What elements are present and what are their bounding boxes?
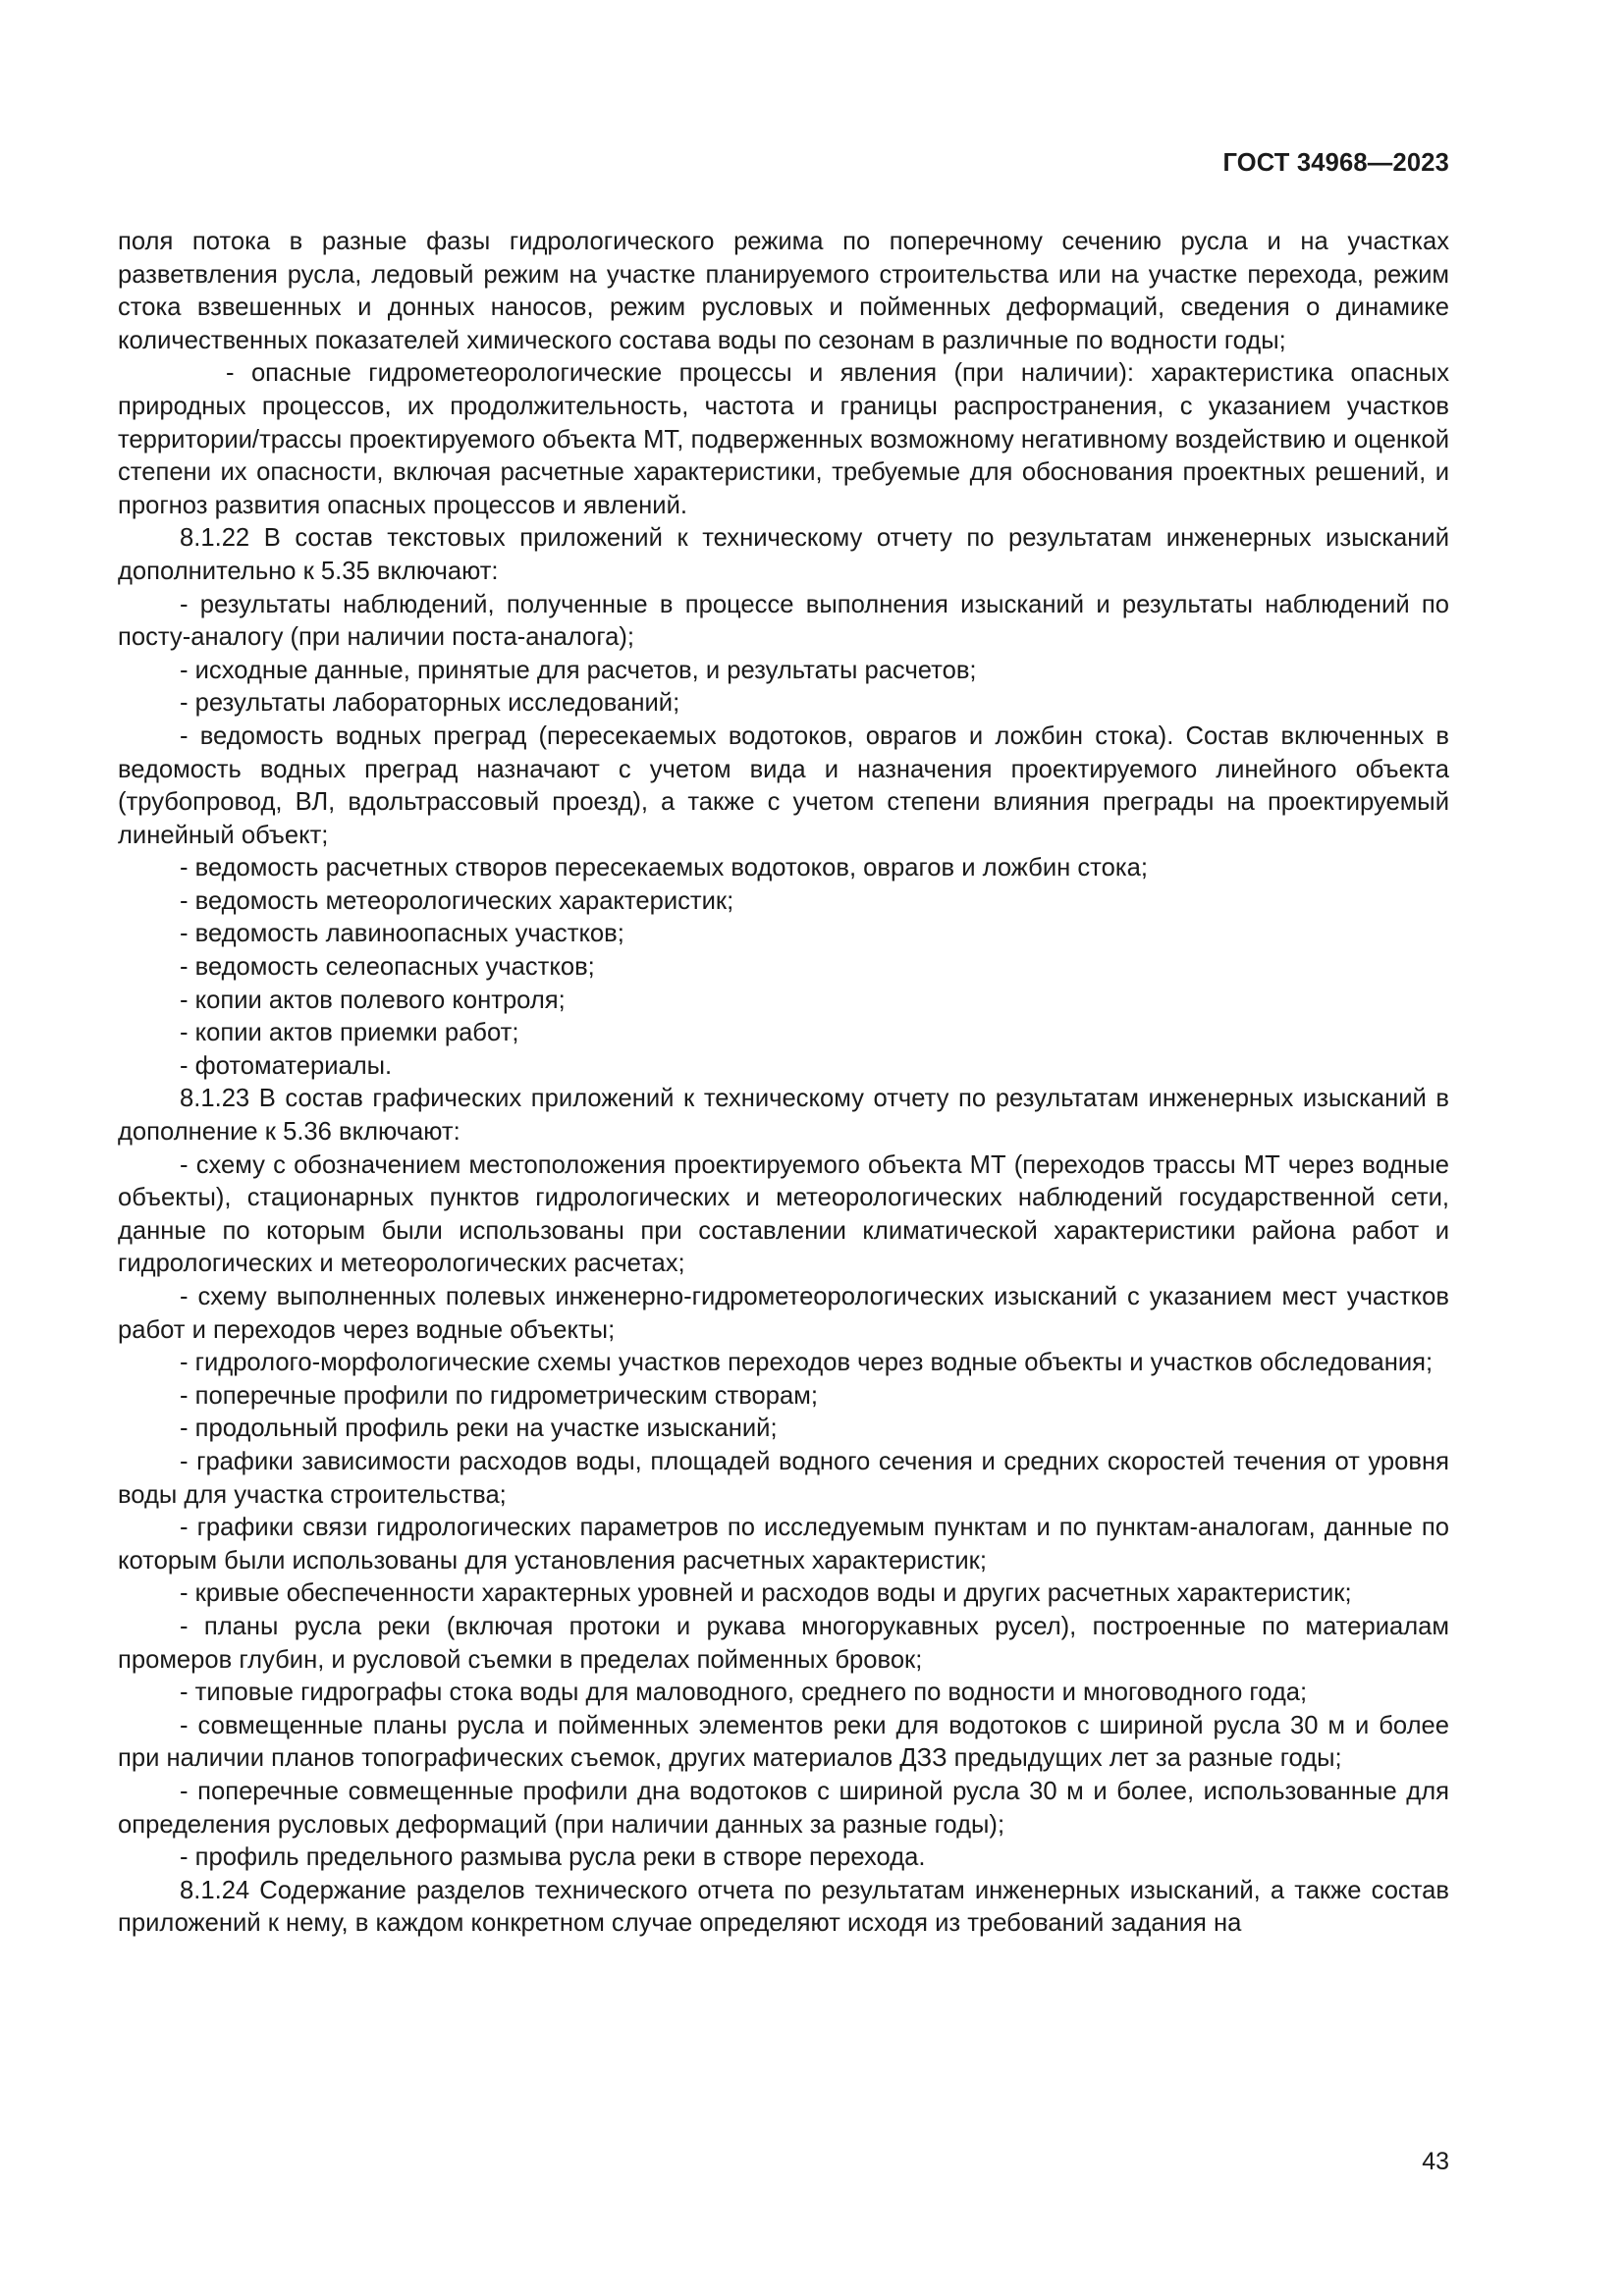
list-item: - результаты наблюдений, полученные в процессе выполнения изысканий и результаты наблюдений по посту-аналогу (при наличии поста-аналога); bbox=[118, 590, 1449, 652]
clause-8-1-22: 8.1.22 В состав текстовых приложений к техническому отчету по результатам инженерных изысканий дополнительно к 5.35 включают: bbox=[118, 524, 1449, 585]
document-header: ГОСТ 34968—2023 bbox=[1222, 149, 1449, 177]
list-item: - типовые гидрографы стока воды для маловодного, среднего по водности и многоводного года; bbox=[180, 1679, 1308, 1707]
list-item: - поперечные профили по гидрометрическим створам; bbox=[180, 1381, 818, 1410]
list-item: - фотоматериалы. bbox=[180, 1051, 393, 1080]
list-item: - профиль предельного размыва русла реки в створе перехода. bbox=[180, 1843, 926, 1872]
list-item: - схему с обозначением местоположения проектируемого объекта МТ (переходов трассы МТ через водные объекты), стационарных пунктов гидрологических и метеорологических наблюдений государственной сети, данные по которым были использованы при составлении климатической характеристики района работ и гидрологических и метеорологических расчетах; bbox=[118, 1150, 1449, 1278]
list-item: - копии актов полевого контроля; bbox=[180, 986, 566, 1014]
list-item: - копии актов приемки работ; bbox=[180, 1019, 519, 1047]
list-item: - продольный профиль реки на участке изысканий; bbox=[180, 1415, 778, 1443]
list-item: - ведомость метеорологических характеристик; bbox=[180, 886, 734, 915]
list-item: - поперечные совмещенные профили дна водотоков с шириной русла 30 м и более, использованные для определения русловых деформаций (при наличии данных за разные годы); bbox=[118, 1777, 1449, 1839]
list-item: - ведомость лавиноопасных участков; bbox=[180, 920, 624, 948]
list-item: - графики связи гидрологических параметров по исследуемым пунктам и по пунктам-аналогам, данные по которым были использованы для установления расчетных характеристик; bbox=[118, 1514, 1449, 1575]
list-item: - ведомость расчетных створов пересекаемых водотоков, оврагов и ложбин стока; bbox=[180, 854, 1148, 882]
paragraph-continuation: поля потока в разные фазы гидрологического режима по поперечному сечению русла и на участках разветвления русла, ледовый режим на участке планируемого строительства или на участке перехода, режим стока взвешенных и донных наносов, режим русловых и пойменных деформаций, сведения о динамике количественных показателей химического состава воды по сезонам в различные по водности годы; bbox=[118, 228, 1449, 354]
list-item: - кривые обеспеченности характерных уровней и расходов воды и других расчетных характеристик; bbox=[180, 1579, 1352, 1608]
list-item: - ведомость водных преград (пересекаемых водотоков, оврагов и ложбин стока). Состав включенных в ведомость водных преград назначают с учетом вида и назначения проектируемого линейного объекта (трубопровод, ВЛ, вдольтрассовый проезд), а также с учетом степени влияния преграды на проектируемый линейный объект; bbox=[118, 721, 1449, 849]
list-item: - планы русла реки (включая протоки и рукава многорукавных русел), построенные по материалам промеров глубин, и русловой съемки в пределах пойменных бровок; bbox=[118, 1612, 1449, 1674]
clause-8-1-24: 8.1.24 Содержание разделов технического отчета по результатам инженерных изысканий, а также состав приложений к нему, в каждом конкретном случае определяют исходя из требований задания на bbox=[118, 1876, 1449, 1938]
list-item: - ведомость селеопасных участков; bbox=[180, 953, 595, 982]
list-item: - опасные гидрометеорологические процессы и явления (при наличии): характеристика опасных природных процессов, их продолжительность, частота и границы распространения, с указанием участков территории/трассы проектируемого объекта МТ, подверженных возможному негативному воздействию и оценкой степени их опасности, включая расчетные характеристики, требуемые для обоснования проектных решений, и прогноз развития опасных процессов и явлений. bbox=[118, 359, 1449, 519]
list-item: - гидролого-морфологические схемы участков переходов через водные объекты и участков обследования; bbox=[180, 1349, 1434, 1377]
page-number: 43 bbox=[1422, 2148, 1449, 2175]
document-body bbox=[118, 226, 1449, 1941]
list-item: - исходные данные, принятые для расчетов, и результаты расчетов; bbox=[180, 656, 977, 684]
list-item: - результаты лабораторных исследований; bbox=[180, 689, 680, 718]
list-item: - совмещенные планы русла и пойменных элементов реки для водотоков с шириной русла 30 м и более при наличии планов топографических съемок, других материалов ДЗЗ предыдущих лет за разные годы; bbox=[118, 1711, 1449, 1773]
list-item: - графики зависимости расходов воды, площадей водного сечения и средних скоростей течения от уровня воды для участка строительства; bbox=[118, 1447, 1449, 1509]
list-item: - схему выполненных полевых инженерно-гидрометеорологических изысканий с указанием мест участков работ и переходов через водные объекты; bbox=[118, 1283, 1449, 1344]
clause-8-1-23: 8.1.23 В состав графических приложений к техническому отчету по результатам инженерных изысканий в дополнение к 5.36 включают: bbox=[118, 1085, 1449, 1147]
